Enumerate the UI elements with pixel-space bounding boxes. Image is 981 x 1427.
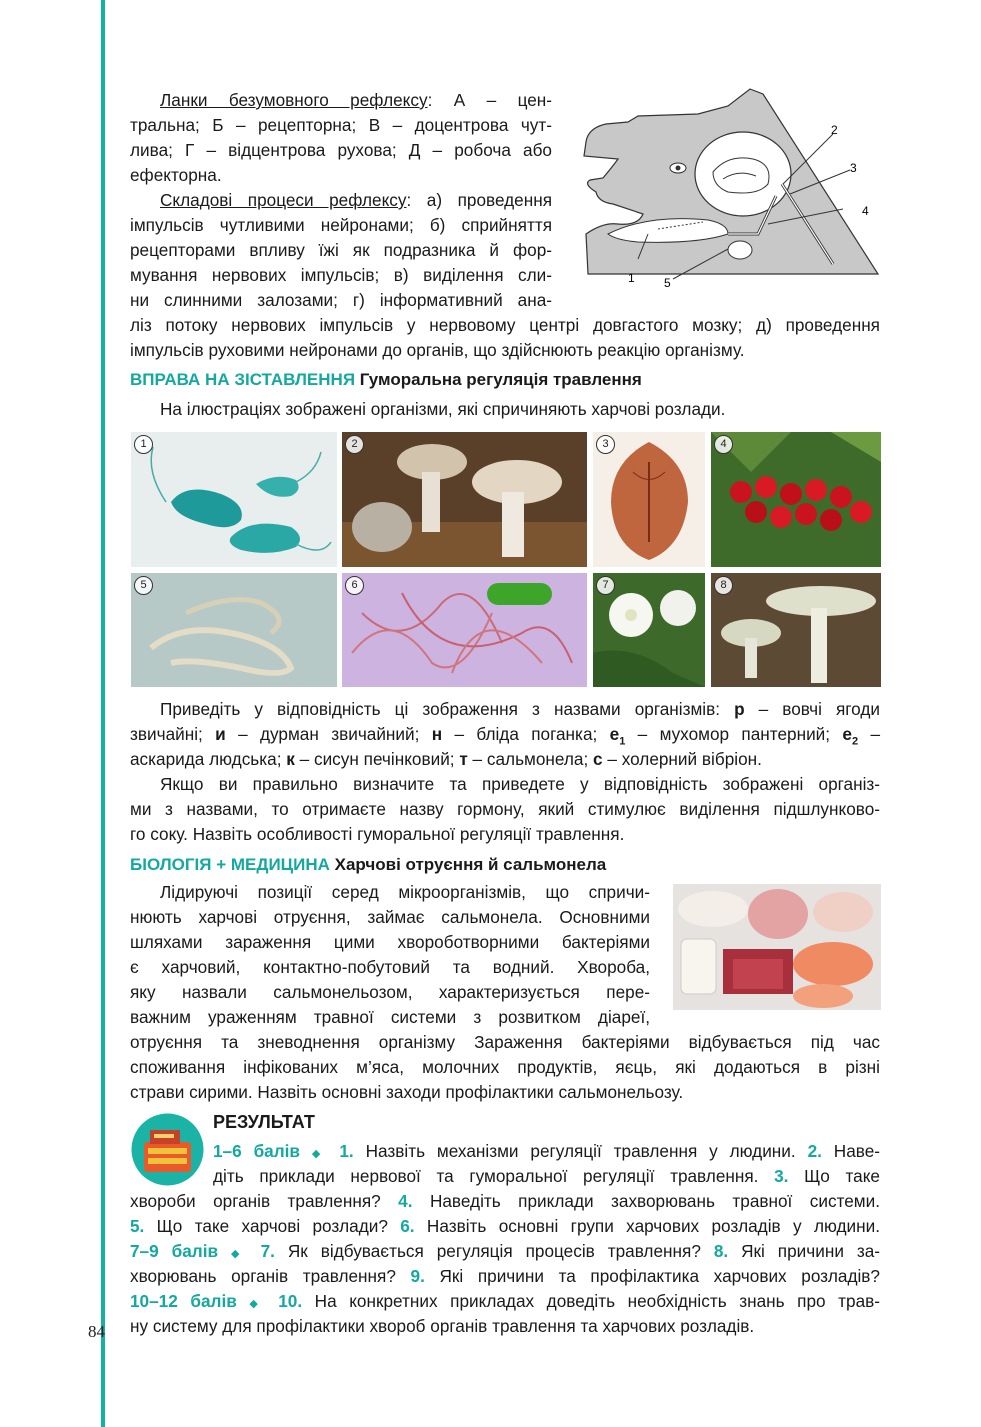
photo-number-3: 3 bbox=[596, 435, 615, 454]
task-line-3: аскарида людська; к – сисун печінковий; т – сальмонела; с – холерний вібріон. bbox=[130, 749, 762, 769]
exercise-tag: ВПРАВА НА ЗІСТАВЛЕННЯ bbox=[130, 370, 356, 389]
exercise-intro: На ілюстраціях зображені організми, які спричиняють харчові розлади. bbox=[160, 399, 726, 419]
diagram-label-3: 3 bbox=[850, 161, 857, 175]
result-line-7: 10–12 балів ◆ 10. На конкретних прикладах доведіть необхідність знань про трав- bbox=[130, 1291, 881, 1311]
reflex-line-7: рецепторами впливу їжі як подразника й фор- bbox=[130, 240, 552, 260]
page-number: 84 bbox=[88, 1322, 105, 1341]
biomed-title: Харчові отруєння й сальмонела bbox=[334, 855, 607, 874]
photo-number-5: 5 bbox=[134, 576, 153, 595]
photo-number-2: 2 bbox=[345, 435, 364, 454]
organism-photo-1 bbox=[131, 432, 337, 567]
biomed-line-6: важним ураженням травної системи з розвитком діареї, bbox=[130, 1007, 650, 1027]
result-badge-icon bbox=[130, 1112, 205, 1187]
diamond-icon: ◆ bbox=[231, 1248, 248, 1260]
photo-number-6: 6 bbox=[345, 576, 364, 595]
biomed-line-9: страви сирими. Назвіть основні заходи профілактики сальмонельозу. bbox=[130, 1082, 684, 1102]
biomed-line-2: нюють харчові отруєння, займає сальмонела. Основними bbox=[130, 907, 650, 927]
exercise-title: Гуморальна регуляція травлення bbox=[359, 370, 642, 389]
followup-line-2: ми з назвами, то отримаєте назву гормону, який стимулює виділення підшлунково- bbox=[130, 799, 880, 819]
organism-photo-7 bbox=[593, 573, 705, 687]
reflex-line-1: Ланки безумовного рефлексу: А – цен- bbox=[160, 90, 552, 110]
diagram-label-4: 4 bbox=[862, 204, 869, 218]
organism-photo-4 bbox=[711, 432, 881, 567]
result-line-1: 1–6 балів ◆ 1. Назвіть механізми регуляції травлення у людини. 2. Наве- bbox=[213, 1141, 880, 1161]
followup-line-1: Якщо ви правильно визначите та приведете у відповідність зображені організ- bbox=[160, 774, 880, 794]
biomed-tag: БІОЛОГІЯ + МЕДИЦИНА bbox=[130, 855, 330, 874]
result-line-6: хворювань органів травлення? 9. Які причини та профілактика харчових розладів? bbox=[130, 1266, 880, 1286]
reflex-line-9: ни слинними залозами; г) інформативний ана- bbox=[130, 290, 552, 310]
reflex-links-title: Ланки безумовного рефлексу bbox=[160, 90, 428, 110]
photo-number-1: 1 bbox=[134, 435, 153, 454]
result-line-8: ну систему для профілактики хвороб органів травлення та харчових розладів. bbox=[130, 1316, 755, 1336]
result-line-5: 7–9 балів ◆ 7. Як відбувається регуляція процесів травлення? 8. Які причини за- bbox=[130, 1241, 881, 1261]
result-line-3: хвороби органів травлення? 4. Наведіть приклади захворювань травної системи. bbox=[130, 1191, 880, 1211]
reflex-line-11: імпульсів руховими нейронами до органів, що здійснюють реакцію організму. bbox=[130, 340, 745, 360]
photo-number-7: 7 bbox=[596, 576, 615, 595]
task-line-2: звичайні; и – дурман звичайний; н – бліда поганка; $е_1$ – мухомор пантерний; $е_2$ – bbox=[130, 724, 880, 748]
diagram-label-1: 1 bbox=[628, 271, 635, 285]
biomed-line-1: Лідируючі позиції серед мікроорганізмів, що спричи- bbox=[160, 882, 650, 902]
margin-accent-line bbox=[101, 0, 105, 1427]
result-line-2: діть приклади нервової та гуморальної регуляції травлення. 3. Що таке bbox=[213, 1166, 880, 1186]
exercise-heading bbox=[130, 370, 642, 390]
biomed-line-4: є харчовий, контактно-побутовий та водний. Хвороба, bbox=[130, 957, 650, 977]
biomed-line-3: шляхами зараження цими хвороботворними бактеріями bbox=[130, 932, 650, 952]
reflex-line-3: лива; Г – відцентрова рухова; Д – робоча або bbox=[130, 140, 552, 160]
organism-photo-3 bbox=[593, 432, 705, 567]
followup-line-3: го соку. Назвіть особливості гуморальної регуляції травлення. bbox=[130, 824, 625, 844]
food-products-photo bbox=[673, 884, 881, 1010]
biomed-line-5: яку назвали сальмонельозом, характеризується пере- bbox=[130, 982, 650, 1002]
reflex-line-6: імпульсів чутливими нейронами; б) сприйняття bbox=[130, 215, 552, 235]
task-line-1: Приведіть у відповідність ці зображення з назвами організмів: р – вовчі ягоди bbox=[160, 699, 880, 719]
diagram-label-2: 2 bbox=[831, 123, 838, 137]
reflex-line-10: ліз потоку нервових імпульсів у нервовому центрі довгастого мозку; д) проведення bbox=[130, 315, 880, 335]
dog-reflex-diagram bbox=[578, 84, 883, 299]
result-title: РЕЗУЛЬТАТ bbox=[213, 1112, 315, 1132]
organism-photo-6 bbox=[342, 573, 587, 687]
reflex-process-title: Складові процеси рефлексу bbox=[160, 190, 407, 210]
reflex-line-2: тральна; Б – рецепторна; В – доцентрова чут- bbox=[130, 115, 552, 135]
reflex-line-5: Складові процеси рефлексу: а) проведення bbox=[160, 190, 552, 210]
organism-photo-5 bbox=[131, 573, 337, 687]
reflex-line-8: мування нервових імпульсів; в) виділення сли- bbox=[130, 265, 552, 285]
biomed-line-8: споживання інфікованих м’яса, молочних продуктів, яєць, які додаються в різні bbox=[130, 1057, 880, 1077]
diamond-icon: ◆ bbox=[249, 1298, 266, 1310]
diagram-label-5: 5 bbox=[664, 276, 671, 290]
organism-photo-8 bbox=[711, 573, 881, 687]
photo-number-4: 4 bbox=[714, 435, 733, 454]
photo-number-8: 8 bbox=[714, 576, 733, 595]
organism-photo-2 bbox=[342, 432, 587, 567]
reflex-line-4: ефекторна. bbox=[130, 165, 222, 185]
biomed-line-7: отруєння та зневоднення організму Зараження бактеріями відбувається під час bbox=[130, 1032, 880, 1052]
biomed-heading bbox=[130, 855, 606, 875]
result-line-4: 5. Що таке харчові розлади? 6. Назвіть основні групи харчових розладів у людини. bbox=[130, 1216, 880, 1236]
diamond-icon: ◆ bbox=[311, 1148, 328, 1160]
